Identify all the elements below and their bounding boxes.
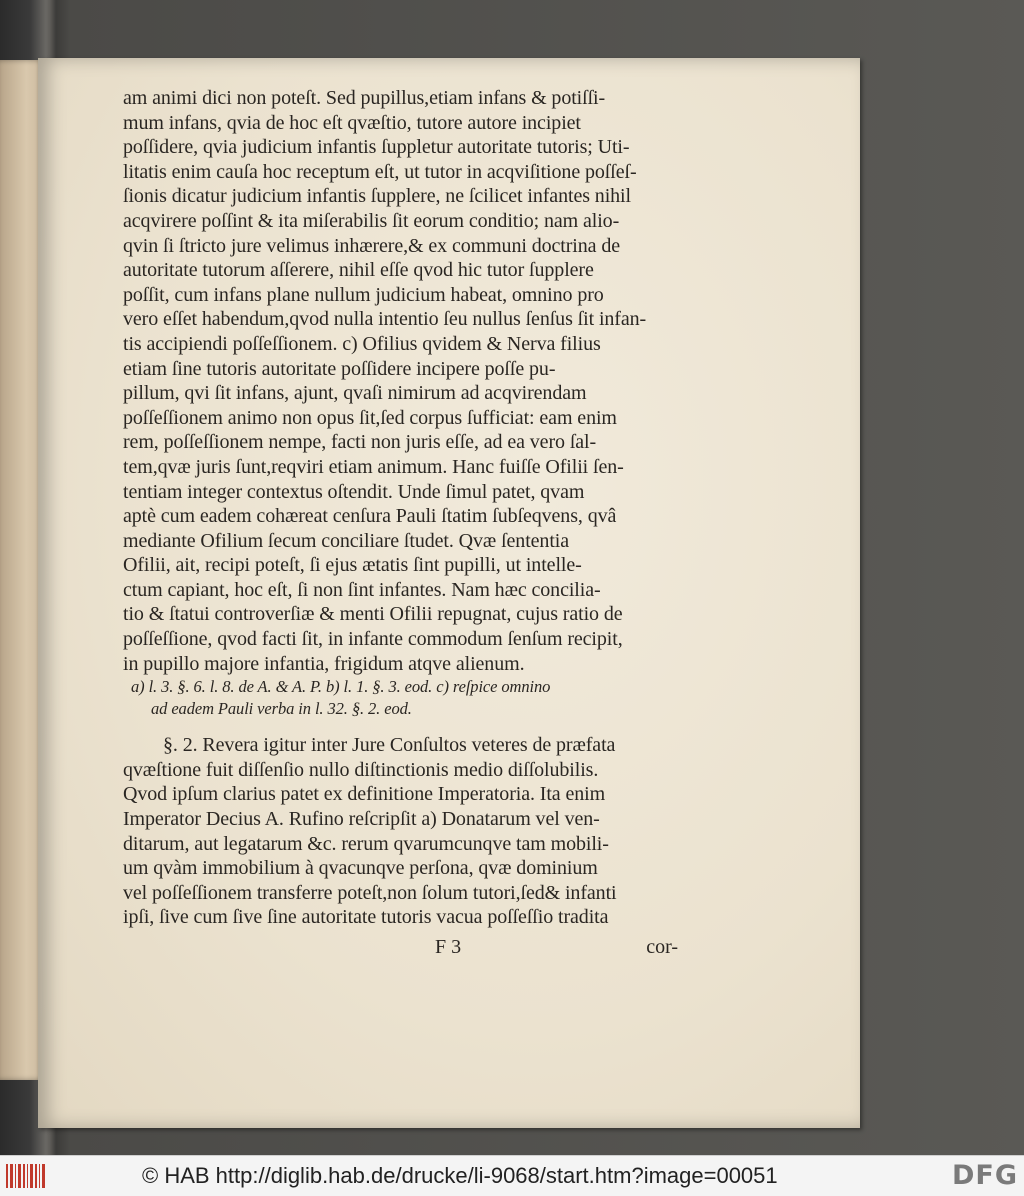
text-line: tio & ſtatui controverſiæ & menti Ofilii repugnat, cujus ratio de: [123, 603, 623, 626]
text-line: poſſidere, qvia judicium infantis ſuppletur autoritate tutoris; Uti-: [123, 136, 630, 159]
dfg-logo: DFG: [951, 1160, 1018, 1191]
signature-mark: F 3: [435, 936, 462, 958]
footnote-line: ad eadem Pauli verba in l. 32. §. 2. eod.: [151, 699, 412, 719]
text-line: vero eſſet habendum,qvod nulla intentio ſeu nullus ſenſus ſit infan-: [123, 308, 647, 331]
text-line: ſionis dicatur judicium infantis ſupplere, ne ſcilicet infantes nihil: [123, 185, 631, 208]
text-line: Ofilii, ait, recipi poteſt, ſi ejus ætatis ſint pupilli, ut intelle-: [123, 554, 582, 577]
source-link[interactable]: © HAB http://diglib.hab.de/drucke/li-9068/start.htm?image=00051: [142, 1163, 778, 1188]
section-line: Imperator Decius A. Rufino reſcripſit a) Donatarum vel ven-: [123, 808, 600, 831]
section-gap: [123, 720, 678, 733]
text-line: mum infans, qvia de hoc eſt qvæſtio, tutore autore incipiet: [123, 111, 581, 134]
text-line: qvin ſi ſtricto jure velimus inhærere,& ex communi doctrina de: [123, 234, 621, 257]
section-line: ditarum, aut legatarum &c. rerum qvarumcunqve tam mobili-: [123, 832, 609, 855]
text-line: autoritate tutorum aſſerere, nihil eſſe qvod hic tutor ſupplere: [123, 259, 594, 282]
text-line: poſſeſſionem animo non opus ſit,ſed corpus ſufficiat: eam enim: [123, 406, 617, 429]
footnote-line: a) l. 3. §. 6. l. 8. de A. & A. P. b) l. 1. §. 3. eod. c) reſpice omnino: [131, 677, 551, 697]
book-page: [38, 58, 860, 1128]
text-line: pillum, qvi ſit infans, ajunt, qvaſi nimirum ad acqvirendam: [123, 382, 587, 405]
text-line: tem,qvæ juris ſunt,reqviri etiam animum. Hanc fuiſſe Ofilii ſen-: [123, 455, 624, 478]
section-line: qvæſtione fuit diſſenſio nullo diſtinctionis medio diſſolubilis.: [123, 758, 599, 781]
text-line: rem, poſſeſſionem nempe, facti non juris eſſe, ad ea vero ſal-: [123, 431, 597, 454]
barcode-icon: [6, 1162, 46, 1190]
text-line: in pupillo majore infantia, frigidum atqve alienum.: [123, 652, 525, 675]
text-line: tis accipiendi poſſeſſionem. c) Ofilius qvidem & Nerva filius: [123, 332, 601, 355]
section-line: Qvod ipſum clarius patet ex definitione Imperatoria. Ita enim: [123, 783, 606, 806]
section-line: vel poſſeſſionem transferre poteſt,non ſolum tutori,ſed& infanti: [123, 881, 617, 904]
text-line: ctum capiant, hoc eſt, ſi non ſint infantes. Nam hæc concilia-: [123, 578, 601, 601]
section-line: um qvàm immobilium à qvacunqve perſona, qvæ dominium: [123, 857, 598, 880]
page-text: [123, 86, 678, 930]
section-line: ipſi, ſive cum ſive ſine autoritate tutoris vacua poſſeſſio tradita: [123, 906, 609, 929]
text-line: poſſeſſione, qvod facti ſit, in infante commodum ſenſum recipit,: [123, 628, 623, 651]
text-line: mediante Ofilium ſecum conciliare ſtudet. Qvæ ſententia: [123, 529, 570, 552]
text-line: am animi dici non poteſt. Sed pupillus,etiam infans & potiſſi-: [123, 87, 606, 109]
section-line: §. 2. Revera igitur inter Jure Conſultos veteres de præfata: [163, 734, 616, 757]
viewer-footer: [0, 1155, 1024, 1196]
text-line: tentiam integer contextus oſtendit. Unde ſimul patet, qvam: [123, 480, 585, 503]
text-line: acqvirere poſſint & ita miſerabilis ſit eorum conditio; nam alio-: [123, 209, 620, 232]
catchword: cor-: [646, 936, 678, 958]
text-line: litatis enim cauſa hoc receptum eſt, ut tutor in acqviſitione poſſeſ-: [123, 160, 637, 183]
catch-line: [123, 936, 678, 962]
text-line: poſſit, cum infans plane nullum judicium habeat, omnino pro: [123, 283, 604, 306]
text-line: etiam ſine tutoris autoritate poſſidere incipere poſſe pu-: [123, 357, 556, 380]
text-line: aptè cum eadem cohæreat cenſura Pauli ſtatim ſubſeqvens, qvâ: [123, 505, 617, 528]
